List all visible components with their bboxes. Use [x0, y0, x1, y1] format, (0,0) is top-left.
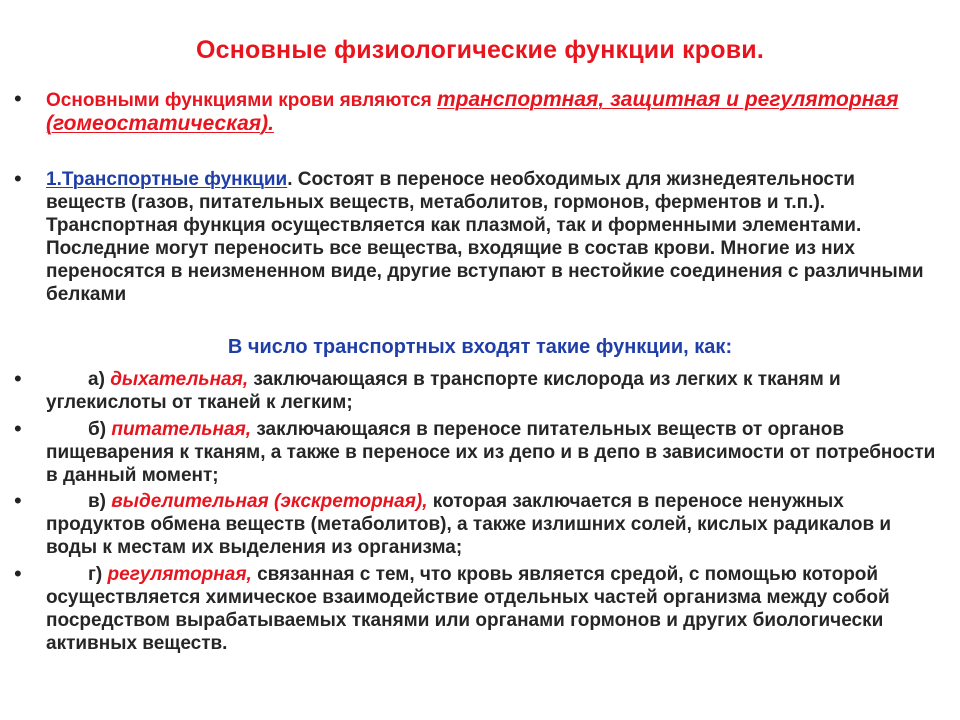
list-item [46, 563, 946, 655]
item-text: заключающаяся в транспорте кислорода из легких к тканям и углекислоты от тканей к легким; [46, 369, 841, 413]
item-term: выделительная (экскреторная), [111, 491, 428, 512]
slide-title: Основные физиологические функции крови. [195, 36, 765, 64]
list-item [46, 418, 936, 487]
item-term: регуляторная, [107, 564, 252, 585]
bullet-icon: • [14, 416, 22, 441]
item-text: которая заключается в переносе ненужных продуктов обмена веществ (метаболитов), а также излишних солей, кислых радикалов и воды к местам их выделения из организма; [46, 491, 892, 558]
intro-highlight: транспортная, защитная и регуляторная (гомеостатическая). [46, 88, 899, 135]
transport-text: Состоят в переносе необходимых для жизнедеятельности веществ (газов, питательных веществ, метаболитов, гормонов, ферментов и т.п.). Транспортная функция осуществляется как плазмой, так и форменными элементами. Последние могут переносить все вещества, входящие в состав крови. Многие из них переносятся в неизмененном виде, другие вступают в нестойкие соединения с различными белками [46, 169, 924, 305]
list-item [46, 490, 936, 559]
item-text: связанная с тем, что кровь является средой, с помощью которой осуществляется химическое взаимодействие отдельных частей организма между собой посредством вырабатываемых тканями или органами гормонов и других биологически активных веществ. [46, 564, 890, 654]
bullet-icon: • [14, 488, 22, 513]
section-heading: В число транспортных входят такие функции, как: [227, 336, 733, 358]
transport-dot: . [287, 169, 293, 190]
intro-paragraph [46, 88, 936, 136]
item-prefix: а) [88, 369, 111, 390]
bullet-icon: • [14, 366, 22, 391]
intro-lead: Основными функциями крови являются [46, 90, 437, 111]
transport-link[interactable]: 1.Транспортные функции [46, 169, 288, 190]
bullet-icon: • [14, 86, 22, 111]
item-prefix: б) [88, 419, 112, 440]
transport-paragraph [46, 168, 926, 306]
item-term: дыхательная, [110, 369, 249, 390]
bullet-icon: • [14, 561, 22, 586]
item-text: заключающаяся в переносе питательных веществ от органов пищеварения к тканям, а также в переносе их из депо и в депо в зависимости от потребности в данный момент; [46, 419, 936, 486]
list-item [46, 368, 936, 414]
bullet-icon: • [14, 166, 22, 191]
item-prefix: г) [88, 564, 108, 585]
item-term: питательная, [111, 419, 252, 440]
item-prefix: в) [88, 491, 112, 512]
